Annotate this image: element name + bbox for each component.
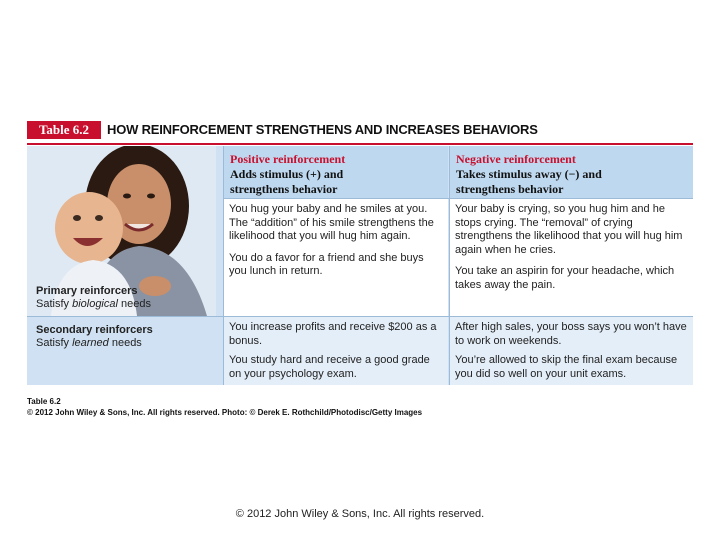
- secondary-reinforcers-label: Secondary reinforcers Satisfy learned needs: [36, 324, 153, 349]
- example-text: You do a favor for a friend and she buys you lunch in return.: [229, 251, 424, 277]
- example-text: You take an aspirin for your headache, which takes away the pain.: [455, 265, 675, 291]
- primary-reinforcers-label: Primary reinforcers Satisfy biological needs: [36, 285, 151, 310]
- negative-reinforcement-header: Negative reinforcement Takes stimulus away (−) and strengthens behavior: [450, 146, 693, 198]
- example-text: You increase profits and receive $200 as a bonus.: [229, 321, 437, 347]
- title-rule: [27, 143, 693, 145]
- secondary-positive-cell: [224, 317, 448, 385]
- table-heading: HOW REINFORCEMENT STRENGTHENS AND INCREASES BEHAVIORS: [107, 122, 538, 137]
- primary-negative-cell: [450, 199, 693, 316]
- example-text: You study hard and receive a good grade on your psychology exam.: [229, 354, 430, 380]
- table-caption: Table 6.2 © 2012 John Wiley & Sons, Inc. All rights reserved. Photo: © Derek E. Rothchild/Photodisc/Getty Images: [27, 397, 423, 417]
- copyright-footer: © 2012 John Wiley & Sons, Inc. All rights reserved.: [235, 508, 485, 520]
- table-number-tag: Table 6.2: [27, 121, 101, 139]
- example-text: Your baby is crying, so you hug him and he stops crying. The “removal” of crying strengthens the likelihood that you will hug him again when he cries.: [455, 203, 683, 256]
- example-text: You’re allowed to skip the final exam because you did so well on your unit exams.: [455, 354, 678, 380]
- row-divider: [27, 316, 693, 317]
- table-title: [27, 121, 693, 139]
- secondary-negative-cell: [450, 317, 693, 385]
- primary-positive-cell: [224, 199, 448, 316]
- reinforcement-table: [27, 146, 693, 385]
- column-divider: [449, 146, 450, 385]
- positive-reinforcement-header: Positive reinforcement Adds stimulus (+) and strengthens behavior: [224, 146, 448, 198]
- example-text: After high sales, your boss says you won’t have to work on weekends.: [455, 321, 687, 347]
- example-text: You hug your baby and he smiles at you. The “addition” of his smile strengthens the likelihood that you will hug him again.: [229, 203, 434, 242]
- column-divider: [223, 146, 224, 385]
- header-divider: [224, 198, 693, 199]
